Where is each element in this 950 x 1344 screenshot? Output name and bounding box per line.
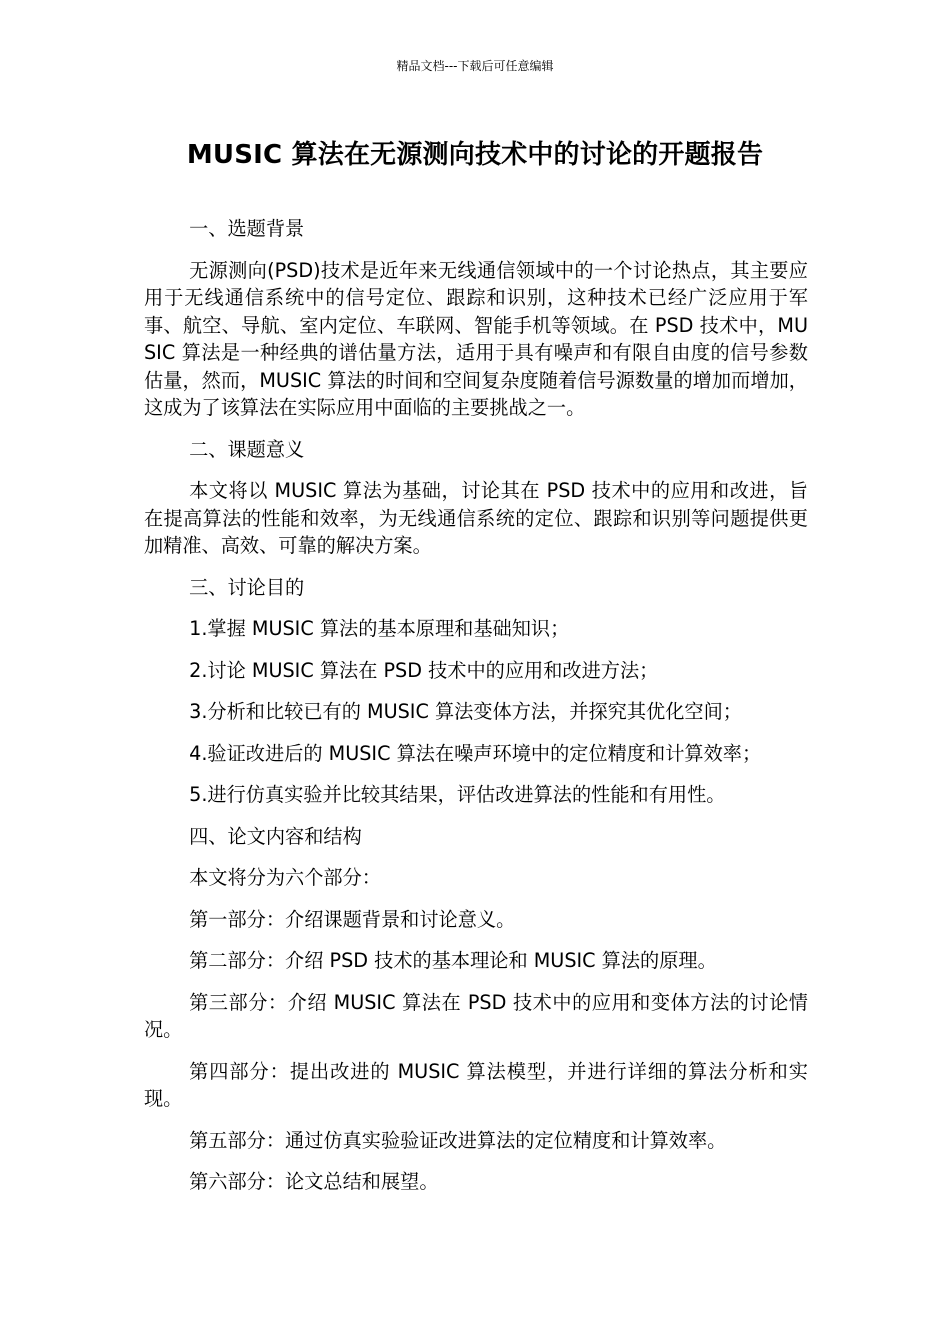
- document-title: MUSIC 算法在无源测向技术中的讨论的开题报告: [186, 140, 764, 170]
- objective-item-1: 1.掌握 MUSIC 算法的基本原理和基础知识；: [189, 617, 570, 640]
- structure-part-3: 第三部分：介绍 MUSIC 算法在 PSD 技术中的应用和变体方法的讨论情况。: [144, 990, 808, 1041]
- structure-part-6: 第六部分：论文总结和展望。: [189, 1170, 439, 1193]
- section-heading-significance: 二、课题意义: [189, 437, 305, 461]
- structure-intro: 本文将分为六个部分：: [189, 866, 381, 889]
- objective-item-4: 4.验证改进后的 MUSIC 算法在噪声环境中的定位精度和计算效率；: [189, 741, 762, 765]
- paragraph-background: 无源测向(PSD)技术是近年来无线通信领域中的一个讨论热点，其主要应用于无线通信系统中的信号定位、跟踪和识别，这种技术已经广泛应用于军事、航空、导航、室内定位、车联网、智能手机等领域。在 PSD 技术中，MUSIC 算法是一种经典的谱估量方法，适用于具有噪声和有限自由度的信号参数估量，然而，MUSIC 算法的时间和空间复杂度随着信号源数量的增加而增加，这成为了该算法在实际应用中面临的主要挑战之一。: [144, 258, 808, 419]
- objective-item-5: 5.进行仿真实验并比较其结果，评估改进算法的性能和有用性。: [189, 783, 726, 806]
- section-heading-structure: 四、论文内容和结构: [189, 824, 362, 848]
- structure-part-1: 第一部分：介绍课题背景和讨论意义。: [189, 907, 516, 931]
- page-header: 精品文档---下载后可任意编辑: [396, 59, 554, 73]
- structure-part-5: 第五部分：通过仿真实验验证改进算法的定位精度和计算效率。: [189, 1128, 727, 1152]
- document-body: [144, 215, 808, 1196]
- objective-item-2: 2.讨论 MUSIC 算法在 PSD 技术中的应用和改进方法；: [189, 658, 659, 682]
- section-heading-objectives: 三、讨论目的: [189, 575, 305, 599]
- structure-part-4: 第四部分：提出改进的 MUSIC 算法模型，并进行详细的算法分析和实现。: [144, 1059, 808, 1110]
- section-heading-background: 一、选题背景: [189, 217, 305, 240]
- objective-item-3: 3.分析和比较已有的 MUSIC 算法变体方法，并探究其优化空间；: [189, 700, 742, 723]
- structure-part-2: 第二部分：介绍 PSD 技术的基本理论和 MUSIC 算法的原理。: [189, 949, 717, 972]
- paragraph-significance: 本文将以 MUSIC 算法为基础，讨论其在 PSD 技术中的应用和改进，旨在提高算法的性能和效率，为无线通信系统的定位、跟踪和识别等问题提供更加精准、高效、可靠的解决方案。: [144, 479, 808, 557]
